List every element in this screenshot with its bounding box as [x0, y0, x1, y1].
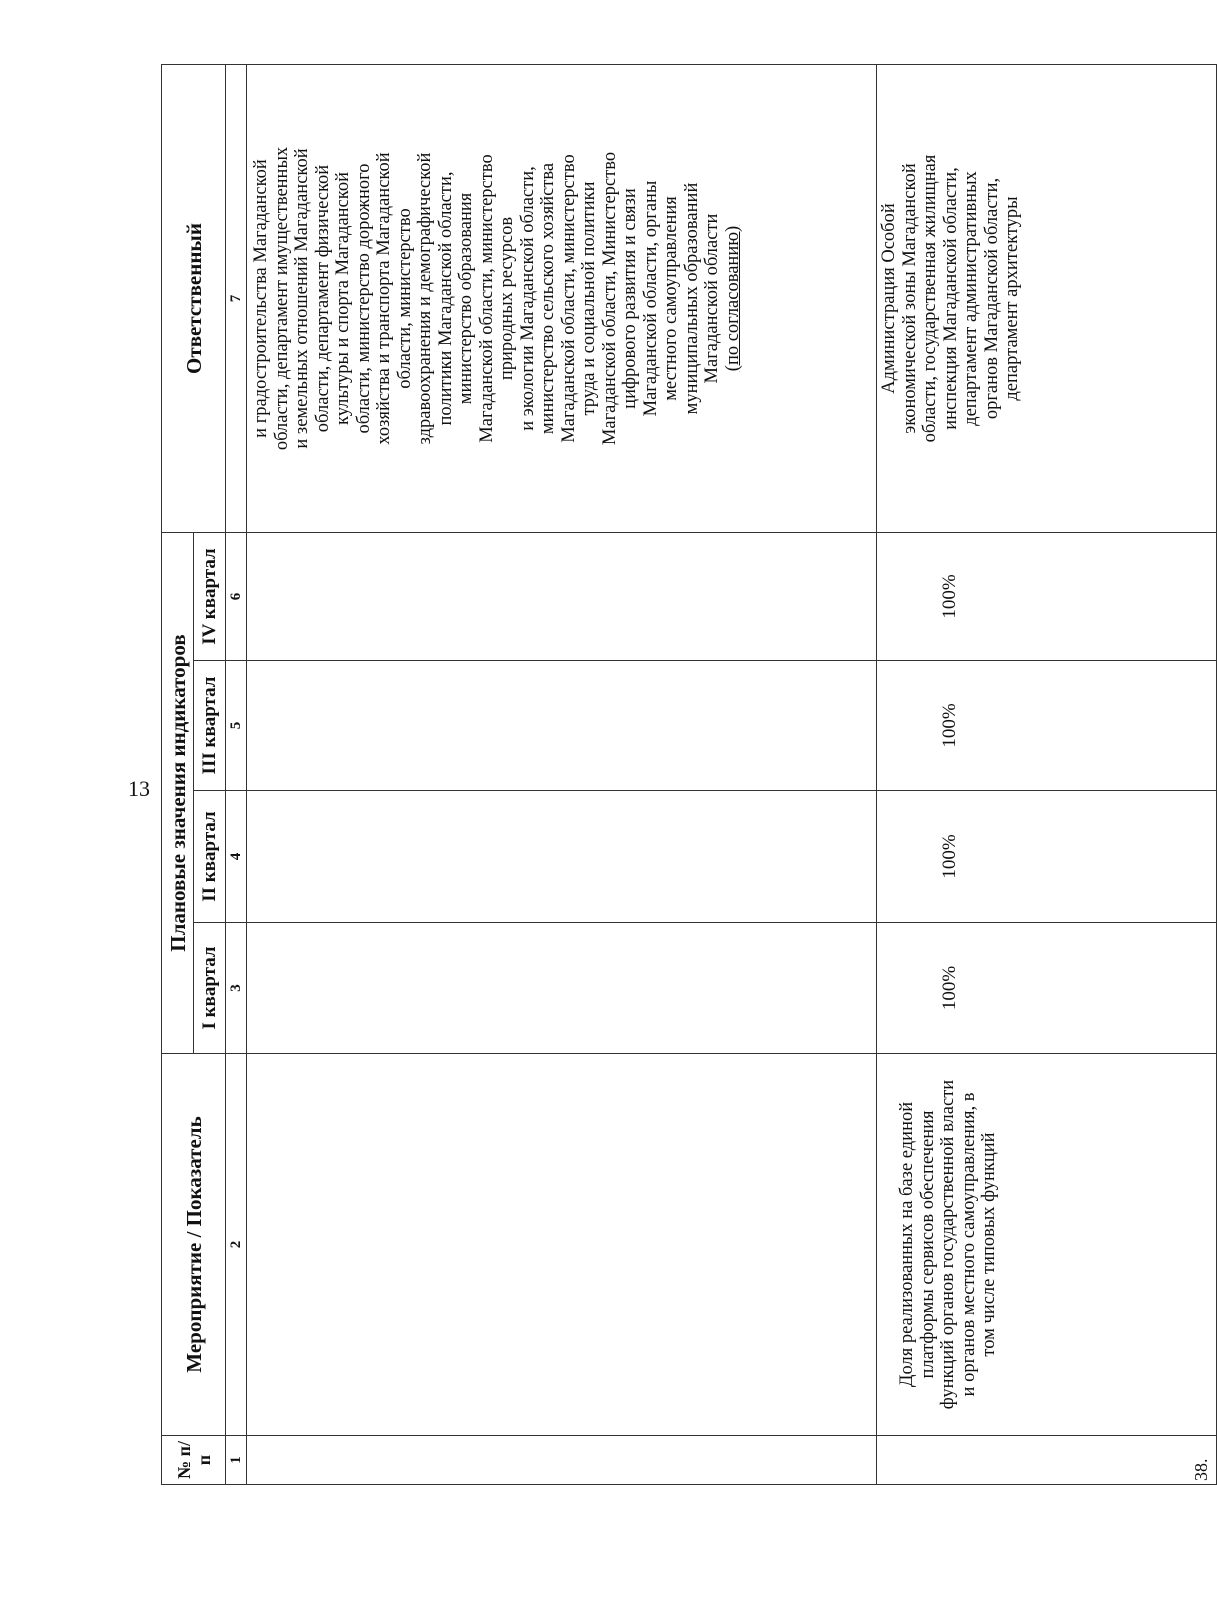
responsible-line: органов Магаданской области,: [981, 177, 1002, 420]
measure-line: и органов местного самоуправления, в: [958, 1092, 979, 1397]
header-measure: Мероприятие / Показатель: [162, 1054, 226, 1436]
responsible-line: муниципальных образований: [681, 182, 702, 415]
indicator-table: [161, 64, 1217, 1485]
responsible-line: хозяйства и транспорта Магаданской: [374, 152, 394, 445]
responsible-line: министерство сельского хозяйства: [538, 162, 558, 435]
responsible-line: области, департамент имущественных: [271, 146, 292, 451]
measure-line: платформы сервисов обеспечения: [917, 1110, 938, 1379]
header-responsible: Ответственный: [162, 65, 226, 533]
responsible-cell: [877, 65, 1217, 533]
column-number: 3: [226, 923, 247, 1054]
rotated-table-container: [161, 65, 1216, 1485]
responsible-line: и земельных отношений Магаданской: [292, 148, 312, 449]
responsible-line: природных ресурсов: [497, 216, 517, 381]
responsible-line: и экологии Магаданской области,: [517, 166, 538, 431]
q4-cell-empty: [247, 533, 877, 661]
responsible-line: культуры и спорта Магаданской: [333, 172, 353, 425]
header-q4: IV квартал: [194, 533, 226, 661]
number-cell-empty: [247, 1436, 877, 1485]
responsible-line: департамент административных: [961, 171, 981, 426]
measure-cell: [877, 1054, 1217, 1436]
responsible-line: и градостроительства Магаданской: [251, 159, 271, 438]
header-q1: I квартал: [194, 923, 226, 1054]
q3-value: 100%: [877, 661, 1217, 791]
header-planned-values: Плановые значения индикаторов: [162, 533, 194, 1054]
responsible-line: труда и социальной политики: [579, 181, 599, 416]
responsible-line: области, министерство: [394, 208, 415, 389]
page-number: 13: [128, 776, 150, 801]
q2-cell-empty: [247, 791, 877, 923]
column-number: 2: [226, 1054, 247, 1436]
q1-value: 100%: [877, 923, 1217, 1054]
q1-cell-empty: [247, 923, 877, 1054]
column-number: 5: [226, 661, 247, 791]
q3-cell-empty: [247, 661, 877, 791]
responsible-line: инспекция Магаданской области,: [940, 167, 961, 430]
responsible-line: области, департамент физической: [312, 164, 333, 433]
responsible-line: Магаданской области, органы: [640, 180, 661, 417]
responsible-line: Магаданской области, Министерство: [599, 151, 620, 446]
responsible-line: цифрового развития и связи: [620, 188, 640, 409]
responsible-line: экономической зоны Магаданской: [899, 163, 920, 434]
measure-line: Доля реализованных на базе единой: [897, 1101, 917, 1388]
responsible-line: Магаданской области, министерство: [558, 154, 579, 443]
responsible-line: министерство образования: [456, 192, 476, 405]
column-number: 6: [226, 533, 247, 661]
table-row-38: [877, 65, 1217, 1485]
column-number-row: [226, 65, 247, 1485]
responsible-line: Магаданской области, министерство: [476, 154, 497, 443]
responsible-line: департамент архитектуры: [1002, 196, 1022, 401]
responsible-line: политики Магаданской области,: [435, 171, 456, 426]
measure-cell-empty: [247, 1054, 877, 1436]
responsible-line: Магаданской области: [702, 213, 722, 384]
column-number: 7: [226, 65, 247, 533]
responsible-line: Администрация Особой: [879, 203, 899, 394]
column-number: 1: [226, 1436, 247, 1485]
responsible-line: местного самоуправления: [661, 196, 681, 401]
q4-value: 100%: [877, 533, 1217, 661]
column-number: 4: [226, 791, 247, 923]
row-number: 38.: [877, 1436, 1217, 1485]
responsible-line: области, государственная жилищная: [920, 154, 940, 443]
measure-line: функций органов государственной власти: [938, 1079, 958, 1410]
measure-line: том числе типовых функций: [979, 1132, 999, 1357]
responsible-line: (по согласованию): [722, 225, 743, 372]
header-number: № п/п: [162, 1436, 226, 1485]
responsible-cell-continuation: [247, 65, 877, 533]
header-q2: II квартал: [194, 791, 226, 923]
header-q3: III квартал: [194, 661, 226, 791]
q2-value: 100%: [877, 791, 1217, 923]
responsible-line: здравоохранения и демографической: [415, 152, 435, 445]
table-row-continuation: [247, 65, 877, 1485]
responsible-line: области, министерство дорожного: [353, 163, 374, 434]
